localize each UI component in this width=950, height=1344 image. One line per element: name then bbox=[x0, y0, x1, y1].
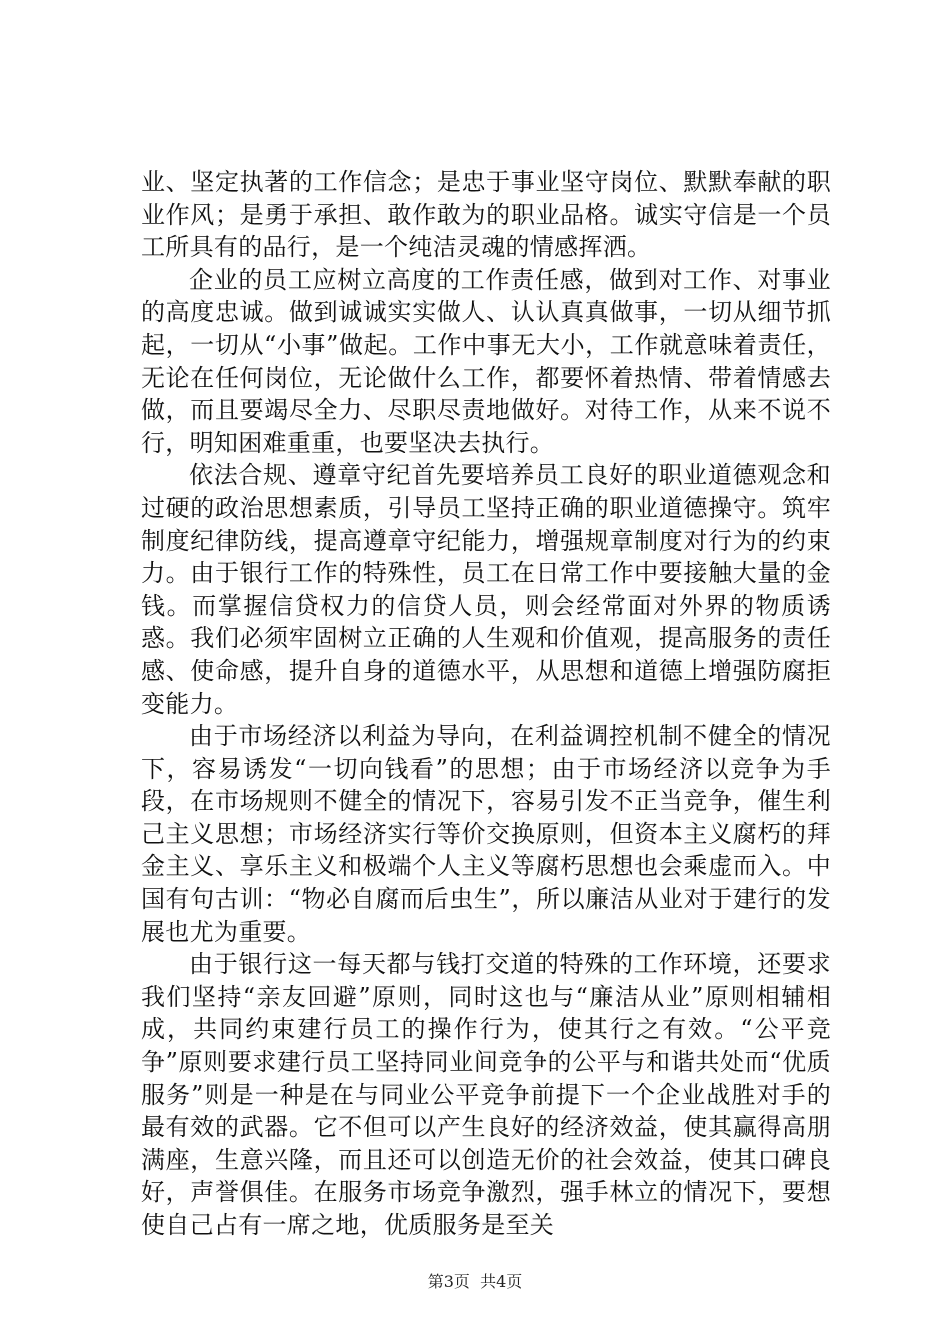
page-number-label: 第3页 共4页 bbox=[427, 1272, 523, 1291]
document-body bbox=[141, 166, 831, 1242]
paragraph-1: 业、坚定执著的工作信念；是忠于事业坚守岗位、默默奉献的职业作风；是勇于承担、敢作敢为的职业品格。诚实守信是一个员工所具有的品行，是一个纯洁灵魂的情感挥洒。 bbox=[141, 168, 831, 262]
paragraph-3: 依法合规、遵章守纪首先要培养员工良好的职业道德观念和过硬的政治思想素质，引导员工坚持正确的职业道德操守。筑牢制度纪律防线，提高遵章守纪能力，增强规章制度对行为的约束力。由于银行工作的特殊性，员工在日常工作中要接触大量的金钱。而掌握信贷权力的信贷人员，则会经常面对外界的物质诱惑。我们必须牢固树立正确的人生观和价值观，提高服务的责任感、使命感，提升自身的道德水平，从思想和道德上增强防腐拒变能力。 bbox=[141, 461, 831, 718]
paragraph-4: 由于市场经济以利益为导向，在利益调控机制不健全的情况下，容易诱发“一切向钱看”的思想；由于市场经济以竞争为手段，在市场规则不健全的情况下，容易引发不正当竞争，催生利己主义思想；市场经济实行等价交换原则，但资本主义腐朽的拜金主义、享乐主义和极端个人主义等腐朽思想也会乘虚而入。中国有句古训：“物必自腐而后虫生”，所以廉洁从业对于建行的发展也尤为重要。 bbox=[141, 722, 831, 946]
page-footer bbox=[0, 1272, 950, 1292]
paragraph-2: 企业的员工应树立高度的工作责任感，做到对工作、对事业的高度忠诚。做到诚诚实实做人、认认真真做事，一切从细节抓起，一切从“小事”做起。工作中事无大小，工作就意味着责任，无论在任何岗位，无论做什么工作，都要怀着热情、带着情感去做，而且要竭尽全力、尽职尽责地做好。对待工作，从来不说不行，明知困难重重，也要坚决去执行。 bbox=[141, 265, 831, 457]
paragraph-5: 由于银行这一每天都与钱打交道的特殊的工作环境，还要求我们坚持“亲友回避”原则，同时这也与“廉洁从业”原则相辅相成，共同约束建行员工的操作行为，使其行之有效。“公平竞争”原则要求建行员工坚持同业间竞争的公平与和谐共处而“优质服务”则是一种是在与同业公平竞争前提下一个企业战胜对手的最有效的武器。它不但可以产生良好的经济效益，使其赢得高朋满座，生意兴隆，而且还可以创造无价的社会效益，使其口碑良好，声誉俱佳。在服务市场竞争激烈，强手林立的情况下，要想使自己占有一席之地，优质服务是至关 bbox=[141, 950, 831, 1239]
